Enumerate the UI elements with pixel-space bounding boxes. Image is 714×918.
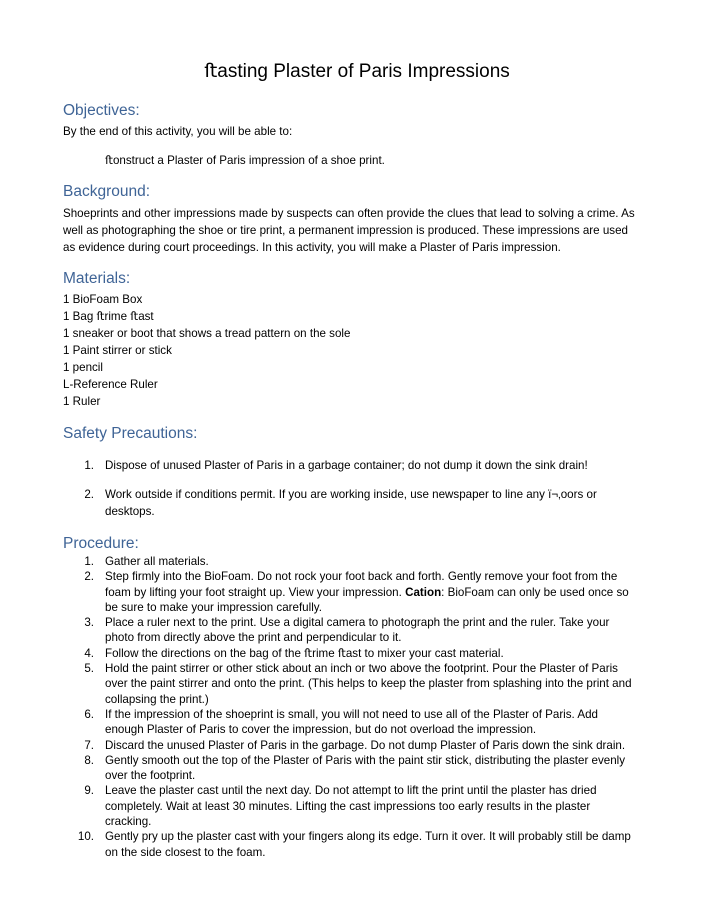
background-line: well as photographing the shoe or tire print, a permanent impression is produced. These impressions are used bbox=[63, 224, 628, 237]
materials-list bbox=[63, 291, 663, 410]
materials-item: 1 Bag ﬅrime ﬅast bbox=[63, 310, 154, 323]
list-text: Gently smooth out the top of the Plaster of Paris with the paint stir stick, distributing the plaster evenly bbox=[105, 753, 626, 767]
list-text: Dispose of unused Plaster of Paris in a garbage container; do not dump it down the sink drain! bbox=[105, 459, 588, 472]
list-text: Gather all materials. bbox=[105, 555, 209, 568]
list-text: Leave the plaster cast until the next day. Do not attempt to lift the print until the plaster has dried bbox=[105, 784, 597, 798]
list-number: 9. bbox=[84, 784, 94, 798]
list-text: on the side closest to the foam. bbox=[105, 845, 266, 859]
list-text: photo from directly above the print and perpendicular to it. bbox=[105, 631, 402, 645]
page-title: ﬅasting Plaster of Paris Impressions bbox=[204, 61, 510, 82]
list-item bbox=[63, 554, 663, 569]
list-text: enough Plaster of Paris to cover the impression, but do not overload the impression. bbox=[105, 723, 537, 737]
materials-heading: Materials: bbox=[63, 270, 131, 287]
list-number: 3. bbox=[84, 616, 94, 630]
list-text: foam by lifting your foot straight up. View your impression. bbox=[105, 585, 406, 599]
list-text: Hold the paint stirrer or other stick about an inch or two above the footprint. Pour the Plaster of Paris bbox=[105, 662, 618, 676]
background-line: Shoeprints and other impressions made by suspects can often provide the clues that lead to solving a crime. As bbox=[63, 207, 635, 220]
background-line: as evidence during court proceedings. In this activity, you will make a Plaster of Paris impression. bbox=[63, 241, 561, 254]
list-text: : BioFoam can only be used once so bbox=[441, 585, 629, 599]
list-item bbox=[63, 753, 663, 784]
list-number: 10. bbox=[77, 830, 94, 844]
procedure-heading: Procedure: bbox=[63, 535, 139, 552]
list-number: 7. bbox=[84, 738, 94, 752]
materials-item: 1 pencil bbox=[63, 361, 103, 374]
list-item bbox=[63, 661, 663, 707]
list-item bbox=[63, 615, 663, 646]
materials-item: L-Reference Ruler bbox=[63, 378, 158, 391]
list-text: Follow the directions on the bag of the ﬅrime ﬅast to mixer your cast material. bbox=[105, 646, 504, 660]
list-text-line bbox=[105, 585, 663, 600]
materials-item: 1 sneaker or boot that shows a tread pattern on the sole bbox=[63, 327, 351, 340]
list-text: cracking. bbox=[105, 815, 152, 829]
list-text: Work outside if conditions permit. If you are working inside, use newspaper to line any ï¬‚oors or bbox=[105, 488, 597, 501]
list-item bbox=[63, 707, 663, 738]
list-text: over the footprint. bbox=[105, 769, 196, 783]
procedure-list bbox=[63, 554, 663, 860]
list-number: 5. bbox=[84, 662, 94, 676]
caution-label: Cation bbox=[405, 585, 442, 599]
list-item bbox=[63, 486, 663, 520]
objectives-intro: By the end of this activity, you will be able to: bbox=[63, 125, 293, 138]
list-number: 2. bbox=[84, 570, 94, 584]
list-text: If the impression of the shoeprint is small, you will not need to use all of the Plaster of Paris. Add bbox=[105, 707, 598, 721]
background-heading: Background: bbox=[63, 183, 151, 200]
list-text: collapsing the print.) bbox=[105, 692, 209, 706]
list-text: be sure to make your impression carefully. bbox=[105, 600, 322, 614]
list-text: Gently pry up the plaster cast with your fingers along its edge. Turn it over. It will probably still be damp bbox=[105, 830, 631, 844]
background-paragraph bbox=[63, 205, 663, 256]
list-number: 8. bbox=[84, 753, 94, 767]
materials-item: 1 Ruler bbox=[63, 395, 101, 408]
list-item bbox=[63, 646, 663, 661]
list-item bbox=[63, 829, 663, 860]
materials-item: 1 BioFoam Box bbox=[63, 293, 143, 306]
list-item bbox=[63, 738, 663, 753]
objectives-heading: Objectives: bbox=[63, 102, 140, 119]
list-item bbox=[63, 457, 663, 474]
list-number: 2. bbox=[84, 488, 94, 501]
materials-item: 1 Paint stirrer or stick bbox=[63, 344, 172, 357]
list-text: completely. Wait at least 30 minutes. Lifting the cast impressions too early results in the plaster bbox=[105, 799, 591, 813]
list-number: 1. bbox=[84, 459, 94, 472]
list-text: Discard the unused Plaster of Paris in the garbage. Do not dump Plaster of Paris down the sink drain. bbox=[105, 738, 626, 752]
list-number: 4. bbox=[84, 646, 94, 660]
list-text: Step firmly into the BioFoam. Do not rock your foot back and forth. Gently remove your foot from the bbox=[105, 570, 618, 584]
list-number: 6. bbox=[84, 707, 94, 721]
list-number: 1. bbox=[84, 555, 94, 568]
safety-heading: Safety Precautions: bbox=[63, 425, 198, 442]
list-item bbox=[63, 783, 663, 829]
list-text: over the paint stirrer and onto the print. (This helps to keep the plaster from splashing into the print and bbox=[105, 677, 632, 691]
objectives-item: ﬅonstruct a Plaster of Paris impression of a shoe print. bbox=[105, 154, 385, 167]
list-text: desktops. bbox=[105, 505, 155, 518]
safety-list bbox=[63, 457, 663, 532]
list-item bbox=[63, 569, 663, 615]
list-text: Place a ruler next to the print. Use a digital camera to photograph the print and the ruler. Take your bbox=[105, 616, 610, 630]
